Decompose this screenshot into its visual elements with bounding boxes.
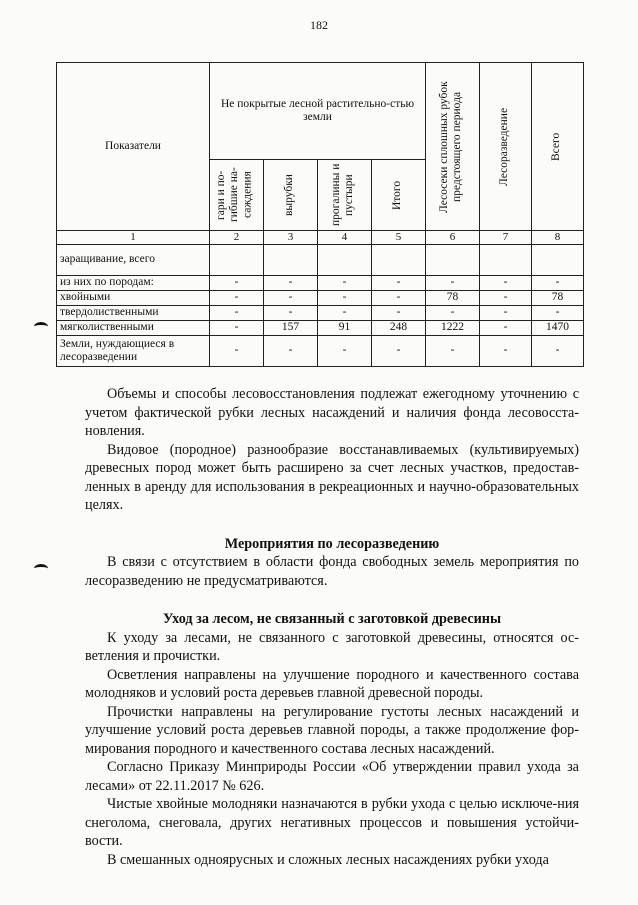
table-cell: 91 (318, 321, 372, 336)
table-cell: - (372, 306, 426, 321)
page-number: 182 (310, 18, 328, 32)
binder-hole-mark (34, 322, 48, 331)
paragraph: Прочистки направлены на регулирование густоты лесных насаждений и улучшение условий роста деревьев главной породы, а также продолжение фор-мирования породного и качественного состава лесных насаждений. (85, 703, 579, 757)
table-cell: - (480, 336, 532, 367)
table-row (57, 245, 584, 276)
header-glades: прогалины и пустыри (318, 160, 372, 231)
row-label: твердолиственными (57, 306, 210, 321)
table-cell: - (210, 336, 264, 367)
table-cell: - (372, 276, 426, 291)
table-cell: - (532, 336, 584, 367)
table-cell: - (426, 276, 480, 291)
table-cell: - (210, 321, 264, 336)
table-row (57, 291, 584, 306)
header-burned: гари и по-гибшие на-саждения (210, 160, 264, 231)
table-cell: - (318, 276, 372, 291)
column-number: 7 (480, 231, 532, 245)
table-cell: - (318, 336, 372, 367)
table-cell: - (210, 276, 264, 291)
column-number: 8 (532, 231, 584, 245)
table-header-row (57, 63, 584, 160)
row-label: из них по породам: (57, 276, 210, 291)
table-cell: 78 (426, 291, 480, 306)
section-heading: Уход за лесом, не связанный с заготовкой древесины (162, 611, 502, 627)
table-cell: - (318, 291, 372, 306)
paragraph: В связи с отсутствием в области фонда свободных земель мероприятия по лесоразведению не предусматриваются. (85, 554, 579, 589)
row-label: заращивание, всего (57, 245, 210, 276)
header-subtotal: Итого (372, 160, 426, 231)
column-number: 3 (264, 231, 318, 245)
table-cell: 1222 (426, 321, 480, 336)
paragraph: В смешанных одноярусных и сложных лесных насаждениях рубки ухода (107, 851, 549, 868)
header-total: Всего (532, 63, 584, 231)
section-heading: Мероприятия по лесоразведению (224, 535, 440, 552)
column-number: 4 (318, 231, 372, 245)
header-afforestation: Лесоразведение (480, 63, 532, 231)
table-cell (372, 245, 426, 276)
column-number: 1 (57, 231, 210, 245)
paragraph: Чистые хвойные молодняки назначаются в рубки ухода с целью исключе-ния снеголома, снеговала, других негативных процессов и повышения устойчи-вости. (85, 796, 579, 849)
table-cell: - (480, 291, 532, 306)
forest-indicators-table (56, 62, 584, 367)
table-cell (532, 245, 584, 276)
paragraph: К уходу за лесами, не связанного с заготовкой древесины, относятся ос-ветления и прочистки. (85, 629, 579, 664)
paragraph: Объемы и способы лесовосстановления подлежат ежегодному уточнению с учетом фактической рубки лесных насаждений и наличия фонда лесовосста-новления. (85, 386, 579, 439)
header-cuttings: вырубки (264, 160, 318, 231)
column-number: 2 (210, 231, 264, 245)
table-cell: - (264, 306, 318, 321)
row-label: хвойными (57, 291, 210, 306)
table-cell: - (318, 306, 372, 321)
row-label: мягколиственными (57, 321, 210, 336)
row-label: Земли, нуждающиеся в лесоразведении (57, 336, 210, 367)
table-cell: 78 (532, 291, 584, 306)
table-cell: 1470 (532, 321, 584, 336)
table-cell (318, 245, 372, 276)
table-cell: - (426, 336, 480, 367)
table-row (57, 306, 584, 321)
header-indicators: Показатели (57, 63, 210, 231)
table-cell: - (264, 291, 318, 306)
table-cell (210, 245, 264, 276)
table-row (57, 321, 584, 336)
table-cell: - (480, 276, 532, 291)
table-cell: - (480, 321, 532, 336)
table-cell: - (532, 276, 584, 291)
column-number-row (57, 231, 584, 245)
table-cell: 248 (372, 321, 426, 336)
table-cell: - (264, 276, 318, 291)
table-cell: - (532, 306, 584, 321)
table-cell: - (210, 291, 264, 306)
column-number: 5 (372, 231, 426, 245)
table-cell: - (426, 306, 480, 321)
paragraph: Видовое (породное) разнообразие восстанавливаемых (культивируемых) древесных пород может быть расширено за счет лесных участков, предостав-ленных в аренду для использования в рекреационных и научно-образовательных целях. (85, 441, 579, 513)
header-clearings: Лесосеки сплошных рубок предстоящего периода (426, 63, 480, 231)
paragraph: Осветления направлены на улучшение породного и качественного состава молодняков и условий роста деревьев главной древесной породы. (85, 666, 579, 701)
table-cell: - (372, 291, 426, 306)
table-cell: 157 (264, 321, 318, 336)
table-row (57, 276, 584, 291)
body-text (85, 385, 579, 869)
paragraph: Согласно Приказу Минприроды России «Об утверждении правил ухода за лесами» от 22.11.2017 № 626. (85, 759, 579, 794)
header-uncovered-lands: Не покрытые лесной растительно-стью земли (210, 63, 426, 160)
column-number: 6 (426, 231, 480, 245)
table-cell: - (264, 336, 318, 367)
table-cell: - (372, 336, 426, 367)
table-cell: - (210, 306, 264, 321)
table-cell: - (480, 306, 532, 321)
table-cell (480, 245, 532, 276)
table-row (57, 336, 584, 367)
binder-hole-mark (34, 564, 48, 573)
table-cell (264, 245, 318, 276)
table-cell (426, 245, 480, 276)
